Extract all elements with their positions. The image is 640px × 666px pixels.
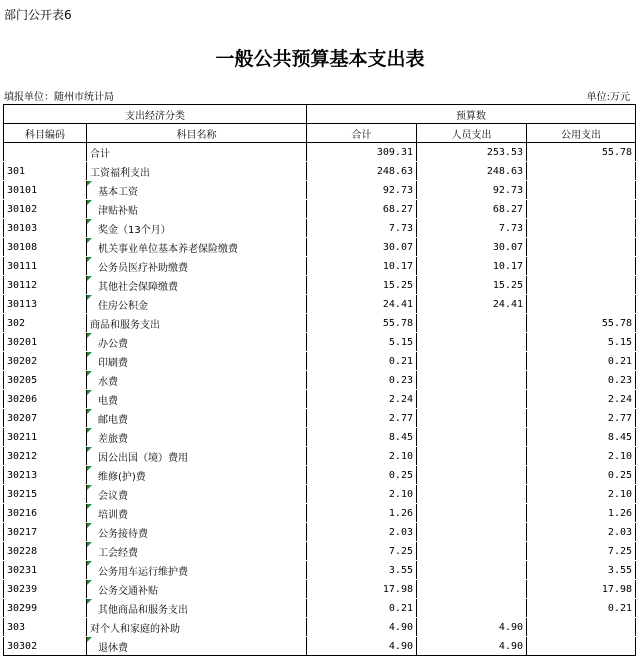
cell-personnel-expense[interactable] [417, 504, 527, 523]
subject-name-text: 差旅费 [98, 433, 128, 445]
header-personnel-expense: 人员支出 [417, 124, 527, 143]
cell-personnel-expense[interactable]: 4.90 [417, 618, 527, 637]
header-total: 合计 [307, 124, 417, 143]
cell-subject-code[interactable]: 301 [4, 162, 87, 181]
cell-subject-name[interactable] [87, 447, 307, 466]
cell-public-expense[interactable]: 5.15 [527, 333, 636, 352]
cell-subject-name[interactable] [87, 485, 307, 504]
cell-subject-code[interactable]: 30231 [4, 561, 87, 580]
table-row [4, 618, 636, 637]
cell-subject-name[interactable] [87, 276, 307, 295]
table-row [4, 447, 636, 466]
cell-personnel-expense[interactable] [417, 466, 527, 485]
cell-comment-marker-icon [87, 257, 92, 262]
cell-personnel-expense[interactable]: 92.73 [417, 181, 527, 200]
table-row [4, 485, 636, 504]
subject-name-text: 因公出国（境）费用 [98, 452, 188, 464]
cell-subject-name[interactable] [87, 143, 307, 162]
cell-subject-code[interactable]: 302 [4, 314, 87, 333]
cell-total[interactable]: 1.26 [307, 504, 417, 523]
cell-comment-marker-icon [87, 238, 92, 243]
cell-personnel-expense[interactable] [417, 409, 527, 428]
header-column-row [4, 124, 636, 143]
subject-name-text: 机关事业单位基本养老保险缴费 [98, 243, 238, 255]
cell-personnel-expense[interactable]: 248.63 [417, 162, 527, 181]
subject-name-text: 办公费 [98, 338, 128, 350]
cell-public-expense[interactable] [527, 618, 636, 637]
cell-total[interactable]: 309.31 [307, 143, 417, 162]
table-row [4, 390, 636, 409]
cell-public-expense[interactable] [527, 238, 636, 257]
cell-total[interactable]: 17.98 [307, 580, 417, 599]
table-row [4, 333, 636, 352]
table-row [4, 181, 636, 200]
cell-public-expense[interactable]: 0.23 [527, 371, 636, 390]
cell-comment-marker-icon [87, 276, 92, 281]
table-row [4, 200, 636, 219]
subject-name-text: 会议费 [98, 490, 128, 502]
subject-name-text: 培训费 [98, 509, 128, 521]
cell-subject-name[interactable] [87, 523, 307, 542]
header-subject-name: 科目名称 [87, 124, 307, 143]
table-row [4, 276, 636, 295]
cell-total[interactable]: 0.21 [307, 352, 417, 371]
cell-subject-name[interactable] [87, 181, 307, 200]
cell-total[interactable]: 3.55 [307, 561, 417, 580]
cell-public-expense[interactable] [527, 200, 636, 219]
cell-subject-code[interactable]: 30201 [4, 333, 87, 352]
cell-total[interactable]: 5.15 [307, 333, 417, 352]
cell-personnel-expense[interactable]: 24.41 [417, 295, 527, 314]
subject-name-text: 其他商品和服务支出 [98, 604, 188, 616]
cell-subject-code[interactable]: 30101 [4, 181, 87, 200]
cell-comment-marker-icon [87, 409, 92, 414]
table-row [4, 523, 636, 542]
subject-name-text: 其他社会保障缴费 [98, 281, 178, 293]
cell-subject-code[interactable]: 30228 [4, 542, 87, 561]
cell-public-expense[interactable]: 2.77 [527, 409, 636, 428]
cell-public-expense[interactable]: 3.55 [527, 561, 636, 580]
cell-personnel-expense[interactable] [417, 428, 527, 447]
cell-total[interactable]: 15.25 [307, 276, 417, 295]
cell-comment-marker-icon [87, 447, 92, 452]
header-budget-amount: 预算数 [307, 105, 636, 124]
cell-subject-code[interactable]: 30113 [4, 295, 87, 314]
cell-personnel-expense[interactable] [417, 580, 527, 599]
cell-comment-marker-icon [87, 371, 92, 376]
cell-total[interactable]: 2.03 [307, 523, 417, 542]
cell-personnel-expense[interactable] [417, 447, 527, 466]
table-row [4, 143, 636, 162]
cell-subject-code[interactable]: 30212 [4, 447, 87, 466]
page-title: 一般公共预算基本支出表 [215, 48, 425, 70]
cell-subject-name[interactable] [87, 504, 307, 523]
cell-total[interactable]: 2.10 [307, 447, 417, 466]
cell-comment-marker-icon [87, 485, 92, 490]
cell-subject-name[interactable] [87, 200, 307, 219]
subject-name-text: 住房公积金 [98, 300, 148, 312]
cell-total[interactable]: 4.90 [307, 637, 417, 656]
table-row [4, 257, 636, 276]
cell-subject-code[interactable]: 30102 [4, 200, 87, 219]
cell-comment-marker-icon [87, 523, 92, 528]
cell-personnel-expense[interactable]: 7.73 [417, 219, 527, 238]
cell-subject-code[interactable]: 30207 [4, 409, 87, 428]
table-row [4, 580, 636, 599]
cell-total[interactable]: 2.10 [307, 485, 417, 504]
table-row [4, 637, 636, 656]
cell-personnel-expense[interactable]: 253.53 [417, 143, 527, 162]
cell-subject-name[interactable] [87, 637, 307, 656]
subject-name-text: 工会经费 [98, 547, 138, 559]
cell-personnel-expense[interactable]: 4.90 [417, 637, 527, 656]
cell-subject-code[interactable]: 30202 [4, 352, 87, 371]
table-row [4, 162, 636, 181]
cell-subject-code[interactable] [4, 143, 87, 162]
table-row [4, 504, 636, 523]
document-label: 部门公开表6 [4, 8, 72, 22]
budget-table [3, 104, 636, 656]
cell-comment-marker-icon [87, 561, 92, 566]
cell-subject-name[interactable] [87, 314, 307, 333]
table-row [4, 466, 636, 485]
cell-subject-name[interactable] [87, 257, 307, 276]
cell-personnel-expense[interactable] [417, 333, 527, 352]
table-row [4, 314, 636, 333]
header-subject-code: 科目编码 [4, 124, 87, 143]
table-row [4, 295, 636, 314]
cell-subject-code[interactable]: 30111 [4, 257, 87, 276]
cell-total[interactable]: 30.07 [307, 238, 417, 257]
cell-public-expense[interactable]: 8.45 [527, 428, 636, 447]
cell-subject-code[interactable]: 30213 [4, 466, 87, 485]
cell-subject-code[interactable]: 30215 [4, 485, 87, 504]
table-row [4, 599, 636, 618]
cell-total[interactable]: 0.21 [307, 599, 417, 618]
cell-subject-code[interactable]: 30239 [4, 580, 87, 599]
currency-unit: 单位:万元 [586, 92, 630, 103]
cell-subject-name[interactable] [87, 390, 307, 409]
cell-subject-name[interactable] [87, 580, 307, 599]
cell-personnel-expense[interactable] [417, 390, 527, 409]
cell-subject-name[interactable] [87, 371, 307, 390]
cell-comment-marker-icon [87, 580, 92, 585]
cell-subject-name[interactable] [87, 428, 307, 447]
cell-comment-marker-icon [87, 390, 92, 395]
cell-subject-code[interactable]: 30108 [4, 238, 87, 257]
cell-public-expense[interactable] [527, 181, 636, 200]
subject-name-text: 奖金（13个月） [98, 224, 171, 236]
cell-subject-name[interactable] [87, 542, 307, 561]
reporting-unit: 填报单位：随州市统计局 [4, 92, 114, 103]
cell-personnel-expense[interactable]: 15.25 [417, 276, 527, 295]
subject-name-text: 工资福利支出 [90, 167, 150, 179]
table-row [4, 409, 636, 428]
cell-comment-marker-icon [87, 428, 92, 433]
cell-total[interactable]: 10.17 [307, 257, 417, 276]
cell-subject-code[interactable]: 30302 [4, 637, 87, 656]
subject-name-text: 邮电费 [98, 414, 128, 426]
cell-subject-code[interactable]: 30216 [4, 504, 87, 523]
cell-personnel-expense[interactable]: 68.27 [417, 200, 527, 219]
subject-name-text: 合计 [90, 148, 110, 160]
cell-subject-code[interactable]: 303 [4, 618, 87, 637]
cell-comment-marker-icon [87, 542, 92, 547]
cell-subject-name[interactable] [87, 352, 307, 371]
cell-public-expense[interactable]: 55.78 [527, 143, 636, 162]
cell-subject-code[interactable]: 30103 [4, 219, 87, 238]
cell-subject-name[interactable] [87, 409, 307, 428]
cell-comment-marker-icon [87, 352, 92, 357]
cell-public-expense[interactable]: 1.26 [527, 504, 636, 523]
cell-public-expense[interactable]: 2.03 [527, 523, 636, 542]
cell-total[interactable]: 24.41 [307, 295, 417, 314]
cell-public-expense[interactable] [527, 295, 636, 314]
cell-subject-code[interactable]: 30112 [4, 276, 87, 295]
cell-total[interactable]: 7.73 [307, 219, 417, 238]
header-group-row [4, 105, 636, 124]
cell-comment-marker-icon [87, 333, 92, 338]
cell-comment-marker-icon [87, 295, 92, 300]
cell-subject-name[interactable] [87, 238, 307, 257]
cell-comment-marker-icon [87, 219, 92, 224]
cell-public-expense[interactable] [527, 257, 636, 276]
cell-subject-code[interactable]: 30206 [4, 390, 87, 409]
cell-total[interactable]: 2.77 [307, 409, 417, 428]
cell-subject-name[interactable] [87, 333, 307, 352]
cell-personnel-expense[interactable] [417, 352, 527, 371]
subject-name-text: 对个人和家庭的补助 [90, 623, 180, 635]
cell-subject-code[interactable]: 30299 [4, 599, 87, 618]
subject-name-text: 公务员医疗补助缴费 [98, 262, 188, 274]
cell-total[interactable]: 8.45 [307, 428, 417, 447]
table-row [4, 428, 636, 447]
cell-public-expense[interactable]: 55.78 [527, 314, 636, 333]
cell-total[interactable]: 4.90 [307, 618, 417, 637]
table-row [4, 561, 636, 580]
table-row [4, 371, 636, 390]
cell-subject-code[interactable]: 30211 [4, 428, 87, 447]
cell-personnel-expense[interactable] [417, 542, 527, 561]
header-public-expense: 公用支出 [527, 124, 636, 143]
cell-total[interactable]: 0.23 [307, 371, 417, 390]
cell-total[interactable]: 2.24 [307, 390, 417, 409]
cell-comment-marker-icon [87, 504, 92, 509]
cell-subject-name[interactable] [87, 219, 307, 238]
cell-public-expense[interactable]: 0.21 [527, 599, 636, 618]
cell-comment-marker-icon [87, 599, 92, 604]
subject-name-text: 电费 [98, 395, 118, 407]
subject-name-text: 维修(护)费 [98, 471, 146, 483]
subject-name-text: 基本工资 [98, 186, 138, 198]
cell-public-expense[interactable]: 7.25 [527, 542, 636, 561]
cell-comment-marker-icon [87, 181, 92, 186]
cell-comment-marker-icon [87, 637, 92, 642]
cell-public-expense[interactable]: 0.21 [527, 352, 636, 371]
cell-total[interactable]: 55.78 [307, 314, 417, 333]
cell-public-expense[interactable]: 2.24 [527, 390, 636, 409]
cell-public-expense[interactable]: 2.10 [527, 485, 636, 504]
cell-subject-code[interactable]: 30205 [4, 371, 87, 390]
subject-name-text: 公务接待费 [98, 528, 148, 540]
cell-comment-marker-icon [87, 200, 92, 205]
cell-public-expense[interactable] [527, 637, 636, 656]
cell-public-expense[interactable] [527, 219, 636, 238]
cell-total[interactable]: 92.73 [307, 181, 417, 200]
cell-personnel-expense[interactable] [417, 561, 527, 580]
subject-name-text: 公务交通补贴 [98, 585, 158, 597]
cell-total[interactable]: 68.27 [307, 200, 417, 219]
cell-subject-name[interactable] [87, 466, 307, 485]
cell-personnel-expense[interactable]: 10.17 [417, 257, 527, 276]
cell-total[interactable]: 7.25 [307, 542, 417, 561]
table-row [4, 542, 636, 561]
table-row [4, 219, 636, 238]
cell-subject-name[interactable] [87, 618, 307, 637]
table-body [4, 143, 636, 656]
cell-subject-code[interactable]: 30217 [4, 523, 87, 542]
cell-public-expense[interactable]: 2.10 [527, 447, 636, 466]
subject-name-text: 印刷费 [98, 357, 128, 369]
cell-personnel-expense[interactable]: 30.07 [417, 238, 527, 257]
cell-subject-name[interactable] [87, 295, 307, 314]
cell-personnel-expense[interactable] [417, 599, 527, 618]
cell-subject-name[interactable] [87, 599, 307, 618]
cell-personnel-expense[interactable] [417, 371, 527, 390]
cell-subject-name[interactable] [87, 162, 307, 181]
subject-name-text: 商品和服务支出 [90, 319, 160, 331]
subject-name-text: 津贴补贴 [98, 205, 138, 217]
subject-name-text: 公务用车运行维护费 [98, 566, 188, 578]
cell-total[interactable]: 0.25 [307, 466, 417, 485]
cell-personnel-expense[interactable] [417, 523, 527, 542]
cell-public-expense[interactable]: 0.25 [527, 466, 636, 485]
cell-personnel-expense[interactable] [417, 314, 527, 333]
cell-public-expense[interactable] [527, 162, 636, 181]
header-economic-classification: 支出经济分类 [4, 105, 307, 124]
cell-comment-marker-icon [87, 466, 92, 471]
cell-total[interactable]: 248.63 [307, 162, 417, 181]
cell-personnel-expense[interactable] [417, 485, 527, 504]
cell-public-expense[interactable] [527, 276, 636, 295]
table-row [4, 238, 636, 257]
cell-public-expense[interactable]: 17.98 [527, 580, 636, 599]
table-row [4, 352, 636, 371]
subject-name-text: 退休费 [98, 642, 128, 654]
subject-name-text: 水费 [98, 376, 118, 388]
cell-subject-name[interactable] [87, 561, 307, 580]
